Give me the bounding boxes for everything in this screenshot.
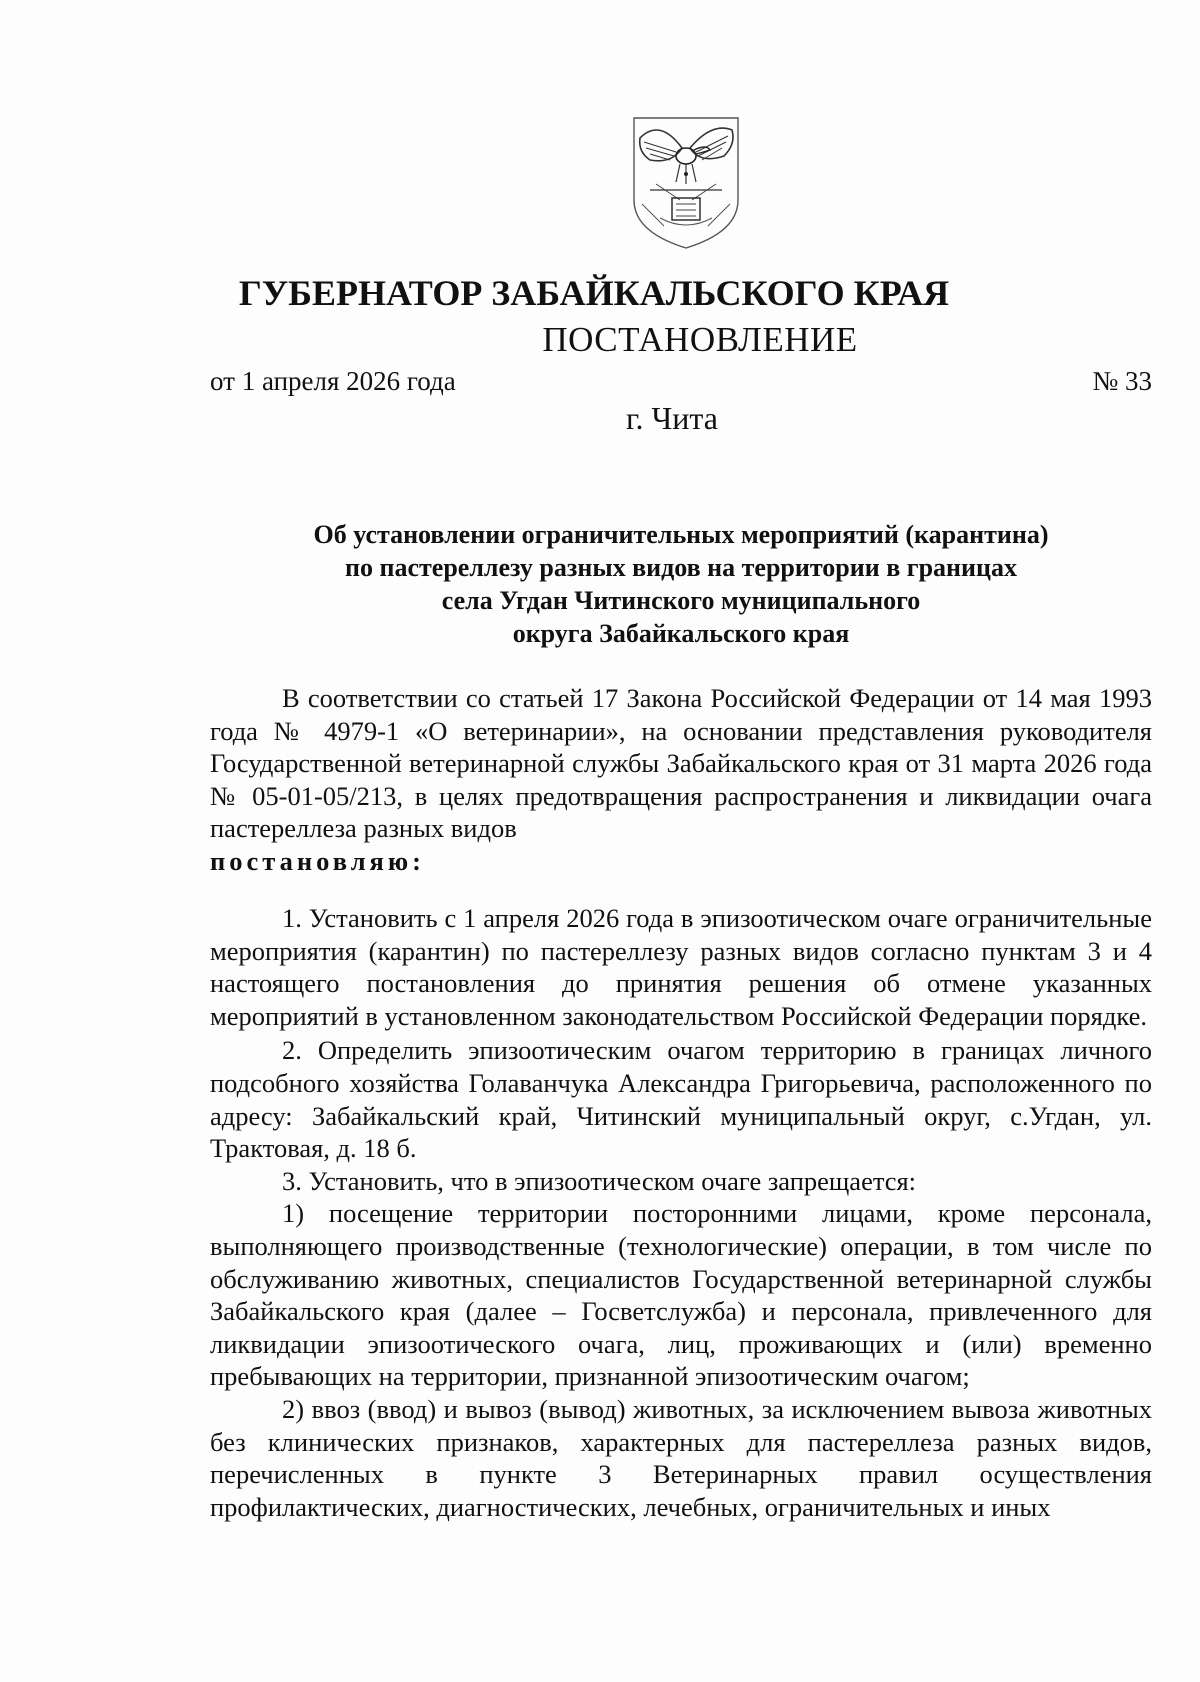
document-type: ПОСТАНОВЛЕНИЕ bbox=[542, 320, 858, 359]
document-subject bbox=[210, 518, 1152, 650]
subject-line: Об установлении ограничительных мероприятий (карантина) bbox=[313, 520, 1049, 549]
preamble-paragraph bbox=[210, 682, 1152, 878]
subject-line: по пастереллезу разных видов на территории в границах bbox=[345, 553, 1017, 582]
decree-items bbox=[210, 902, 1152, 1523]
organization-title: ГУБЕРНАТОР ЗАБАЙКАЛЬСКОГО КРАЯ bbox=[238, 273, 950, 313]
item-3-1: 1) посещение территории посторонними лицами, кроме персонала, выполняющего производственные (технологические) операции, в том числе по обслуживанию животных, специалистов Государственной ветеринарной службы Забайкальского края (далее – Госветслужба) и персонала, привлеченного для ликвидации эпизоотического очага, лиц, проживающих и (или) временно пребывающих на территории, признанной эпизоотическим очагом; bbox=[210, 1198, 1152, 1392]
subject-line: округа Забайкальского края bbox=[512, 619, 850, 648]
preamble bbox=[210, 682, 1152, 878]
document-date: от 1 апреля 2026 года bbox=[210, 366, 456, 396]
decree-word: постановляю: bbox=[210, 845, 425, 876]
document-city: г. Чита bbox=[625, 400, 718, 436]
item-2: 2. Определить эпизоотическим очагом территорию в границах личного подсобного хозяйства Голаванчука Александра Григорьевича, расположенного по адресу: Забайкальский край, Читинский муниципальный округ, с.Угдан, ул. Трактовая, д. 18 б. bbox=[210, 1035, 1152, 1164]
item-3: 3. Установить, что в эпизоотическом очаге запрещается: bbox=[282, 1165, 917, 1196]
subject-line: села Угдан Читинского муниципального bbox=[441, 586, 921, 615]
coat-of-arms-icon bbox=[620, 108, 752, 252]
item-3-2: 2) ввоз (ввод) и вывоз (вывод) животных, за исключением вывоза животных без клинических признаков, характерных для пастереллеза разных видов, перечисленных в пункте 3 Ветеринарных правил осуществления профилактических, диагностических, лечебных, ограничительных и иных bbox=[210, 1393, 1152, 1522]
document-number: № 33 bbox=[1092, 366, 1152, 396]
item-1: 1. Установить с 1 апреля 2026 года в эпизоотическом очаге ограничительные мероприятия (карантин) по пастереллезу разных видов согласно пунктам 3 и 4 настоящего постановления до принятия решения об отмене указанных мероприятий в установленном законодательством Российской Федерации порядке. bbox=[210, 903, 1152, 1031]
preamble-text: В соответствии со статьей 17 Закона Российской Федерации от 14 мая 1993 года № 4979-1 «О ветеринарии», на основании представления руководителя Государственной ветеринарной службы Забайкальского края от 31 марта 2026 года № 05-01-05/213, в целях предотвращения распространения и ликвидации очага пастереллеза разных видов bbox=[210, 683, 1152, 844]
